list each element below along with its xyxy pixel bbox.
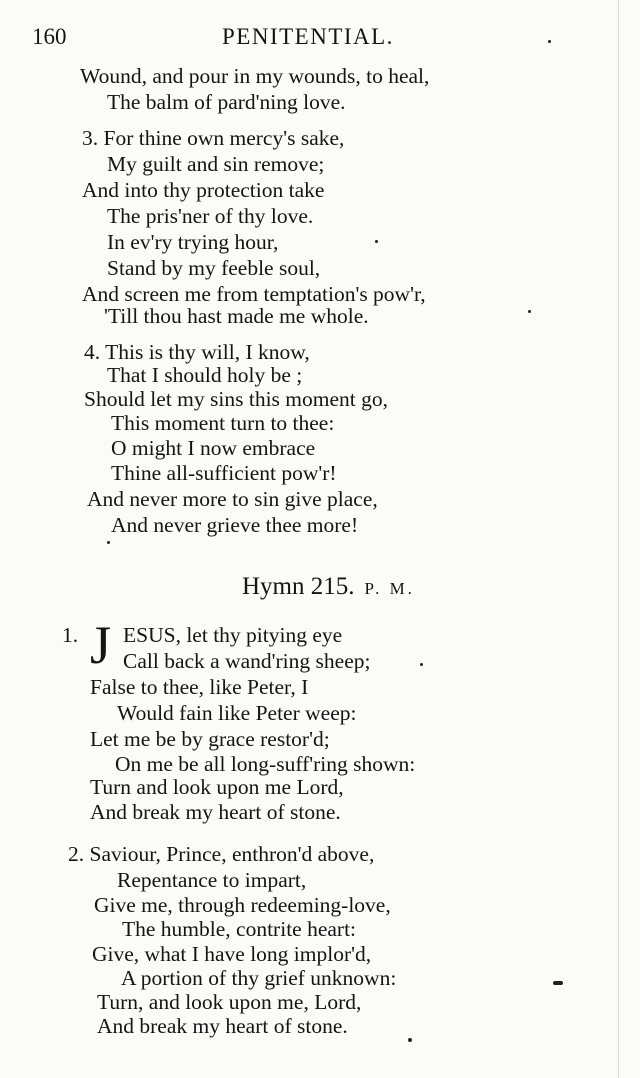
verse-line: That I should holy be ;	[107, 363, 303, 387]
verse-line: Stand by my feeble soul,	[107, 256, 321, 280]
verse-line: Give, what I have long implor'd,	[92, 942, 372, 966]
verse-line: And never more to sin give place,	[87, 487, 378, 511]
hymn-meter: P. M.	[364, 579, 415, 598]
verse-line: The pris'ner of thy love.	[107, 204, 314, 228]
verse-line: Turn and look upon me Lord,	[90, 775, 344, 799]
verse-line: 'Till thou hast made me whole.	[104, 304, 369, 328]
drop-cap: J	[90, 615, 112, 675]
verse-line: And break my heart of stone.	[97, 1014, 348, 1038]
verse-line: False to thee, like Peter, I	[90, 675, 309, 699]
hymn-title	[242, 573, 415, 601]
verse-line: Repentance to impart,	[117, 868, 307, 892]
ink-speck	[408, 1038, 412, 1042]
verse-line: My guilt and sin remove;	[107, 152, 325, 176]
verse-line: The balm of pard'ning love.	[107, 90, 346, 114]
verse-line: In ev'ry trying hour,	[107, 230, 279, 254]
ink-speck	[375, 240, 378, 243]
verse-line: This moment turn to thee:	[111, 411, 335, 435]
verse-line: On me be all long-suff'ring shown:	[115, 752, 416, 776]
verse-line: Turn, and look upon me, Lord,	[97, 990, 362, 1014]
running-title: PENITENTIAL.	[222, 24, 394, 49]
verse-line: ESUS, let thy pitying eye	[123, 623, 343, 647]
ink-speck	[553, 981, 563, 985]
verse-line: A portion of thy grief unknown:	[121, 966, 397, 990]
verse-line: And into thy protection take	[82, 178, 325, 202]
verse-line: And break my heart of stone.	[90, 800, 341, 824]
verse-line: The humble, contrite heart:	[122, 917, 357, 941]
ink-speck	[548, 40, 551, 43]
verse-line: And never grieve thee more!	[111, 513, 359, 537]
page-edge-line	[618, 0, 619, 1078]
verse-line: Should let my sins this moment go,	[84, 387, 389, 411]
page-header	[0, 24, 640, 54]
ink-speck	[107, 541, 110, 544]
verse-line: 4. This is thy will, I know,	[84, 340, 310, 364]
verse-line: Thine all-sufficient pow'r!	[111, 461, 337, 485]
hymn-title-text: Hymn 215.	[242, 573, 355, 600]
stanza-number: 1.	[62, 623, 79, 647]
verse-line: 2. Saviour, Prince, enthron'd above,	[68, 842, 375, 866]
verse-line: Give me, through redeeming-love,	[94, 893, 391, 917]
verse-line: Wound, and pour in my wounds, to heal,	[80, 64, 430, 88]
verse-line: Let me be by grace restor'd;	[90, 727, 330, 751]
verse-line: 3. For thine own mercy's sake,	[82, 126, 345, 150]
ink-speck	[420, 663, 423, 666]
verse-line: Call back a wand'ring sheep;	[123, 649, 371, 673]
verse-line: Would fain like Peter weep:	[117, 701, 357, 725]
verse-line: O might I now embrace	[111, 436, 316, 460]
ink-speck	[528, 310, 531, 313]
page-number: 160	[32, 24, 67, 49]
verse-line: And screen me from temptation's pow'r,	[82, 282, 426, 306]
